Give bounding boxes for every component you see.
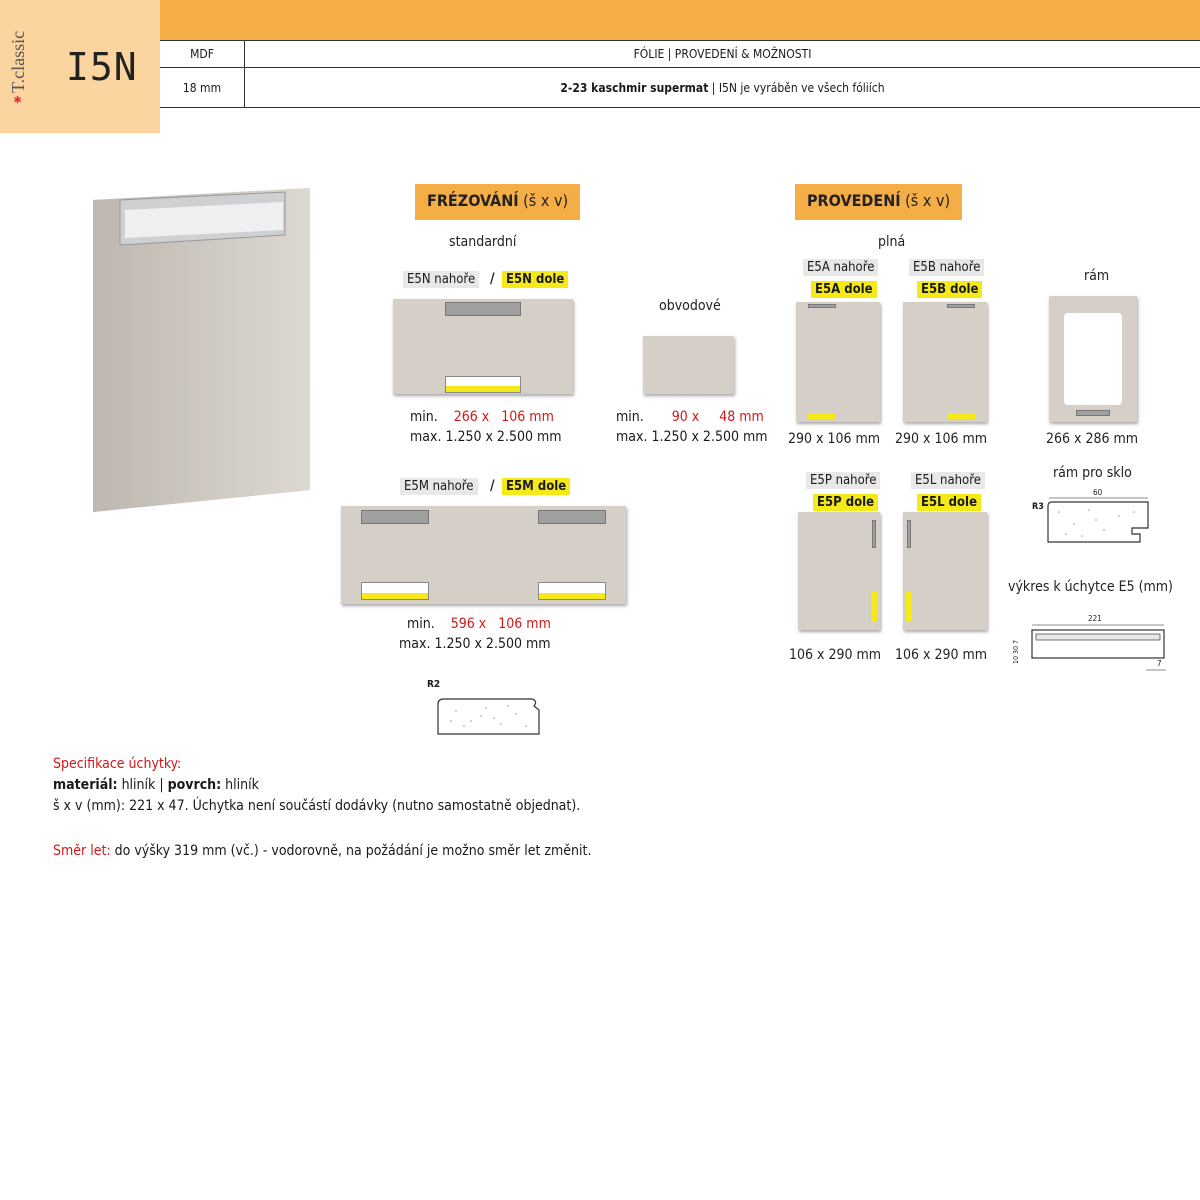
slash2: /	[490, 478, 495, 494]
spec-grain: Směr let: do výšky 319 mm (vč.) - vodorovně, na požádání je možno směr let změnit.	[53, 843, 592, 859]
e5a-bottom-tag: E5A dole	[811, 281, 877, 298]
col-mdf-header: MDF	[160, 41, 245, 67]
product-code: I5N	[66, 45, 138, 89]
e5m-bottom-tag: E5M dole	[502, 478, 570, 495]
ram-sklo-label: rám pro sklo	[1053, 465, 1132, 481]
e5a-bottom-mark	[808, 413, 836, 419]
e5p-size: 106 x 290 mm	[789, 647, 882, 663]
standard-label: standardní	[449, 234, 517, 250]
e5p-panel	[798, 512, 880, 630]
brand-logo: ✱T.classic	[8, 30, 28, 104]
e5b-panel	[903, 302, 987, 422]
ram-sklo-profile	[1044, 494, 1154, 546]
e5a-top-tag: E5A nahoře	[803, 259, 878, 276]
e5p-top-mark	[872, 520, 876, 548]
e5m-measures: min. 596 x 106 mm max. 1.250 x 2.500 mm	[399, 616, 551, 652]
folie-name: 2-23 kaschmir supermat	[560, 81, 709, 95]
provedeni-heading: PROVEDENÍ (š x v)	[795, 184, 962, 220]
ram-size: 266 x 286 mm	[1046, 431, 1139, 447]
e5l-panel	[903, 512, 987, 630]
ram-sklo-dim: 60	[1093, 488, 1103, 497]
e5a-top-mark	[808, 304, 836, 308]
drawing-label: výkres k úchytce E5 (mm)	[1008, 579, 1173, 595]
profile-radius-label: R2	[427, 679, 441, 690]
e5b-top-mark	[947, 304, 975, 308]
col-folie-value	[245, 81, 1200, 95]
e5m-bottom-milling-left	[361, 582, 429, 600]
edge-profile-drawing	[436, 696, 546, 736]
e5p-bottom-tag: E5P dole	[813, 494, 878, 511]
e5b-top-tag: E5B nahoře	[909, 259, 984, 276]
handle-drawing	[1026, 622, 1171, 672]
door-product-image	[85, 180, 325, 520]
ram-sklo-radius: R3	[1032, 502, 1044, 512]
e5p-bottom-mark	[871, 592, 877, 622]
header-bar	[0, 0, 1200, 40]
e5m-top-tag: E5M nahoře	[400, 478, 478, 495]
e5b-bottom-tag: E5B dole	[917, 281, 982, 298]
obvod-measures: min. 90 x 48 mm max. 1.250 x 2.500 mm	[616, 409, 768, 445]
drawing-bottom-dim: 7	[1157, 659, 1162, 668]
e5a-size: 290 x 106 mm	[788, 431, 881, 447]
spec-title: Specifikace úchytky:	[53, 756, 182, 772]
folie-note: | I5N je vyráběn ve všech fóliích	[708, 81, 885, 95]
e5l-top-mark	[907, 520, 911, 548]
e5m-top-milling-left	[361, 510, 429, 524]
e5n-measures: min. 266 x 106 mm max. 1.250 x 2.500 mm	[410, 409, 562, 445]
e5l-top-tag: E5L nahoře	[911, 472, 985, 489]
e5b-size: 290 x 106 mm	[895, 431, 988, 447]
col-folie-header: FÓLIE | PROVEDENÍ & MOŽNOSTI	[633, 47, 812, 61]
drawing-width: 221	[1088, 614, 1102, 623]
spec-table-value-row	[160, 68, 1200, 108]
spec-table	[160, 40, 1200, 108]
plna-label: plná	[878, 234, 906, 250]
ram-opening	[1064, 313, 1122, 405]
spec-table-header-row	[160, 41, 1200, 68]
ram-panel	[1049, 296, 1137, 422]
obvod-label: obvodové	[659, 298, 721, 314]
slash: /	[490, 271, 495, 287]
e5n-bottom-milling	[445, 376, 521, 393]
spec-block	[53, 754, 591, 862]
e5l-bottom-tag: E5L dole	[917, 494, 981, 511]
e5n-top-milling	[445, 302, 521, 316]
e5n-panel	[393, 299, 573, 394]
frezovani-heading: FRÉZOVÁNÍ (š x v)	[415, 184, 580, 220]
e5a-panel	[796, 302, 880, 422]
col-mdf-value: 18 mm	[160, 68, 245, 108]
e5l-size: 106 x 290 mm	[895, 647, 988, 663]
e5m-top-milling-right	[538, 510, 606, 524]
e5m-bottom-milling-right	[538, 582, 606, 600]
e5b-bottom-mark	[947, 413, 975, 419]
ram-label: rám	[1084, 268, 1110, 284]
drawing-heights: 10 30 7	[1012, 639, 1020, 664]
spec-material: materiál: hliník | povrch: hliník	[53, 777, 259, 793]
e5l-bottom-mark	[906, 592, 912, 622]
ram-mark	[1076, 410, 1110, 416]
spec-dims: š x v (mm): 221 x 47. Úchytka není součástí dodávky (nutno samostatně objednat).	[53, 798, 581, 814]
e5n-top-tag: E5N nahoře	[403, 271, 479, 288]
e5n-bottom-tag: E5N dole	[502, 271, 568, 288]
e5p-top-tag: E5P nahoře	[806, 472, 880, 489]
e5m-panel	[341, 506, 626, 604]
obvod-panel	[643, 336, 734, 394]
